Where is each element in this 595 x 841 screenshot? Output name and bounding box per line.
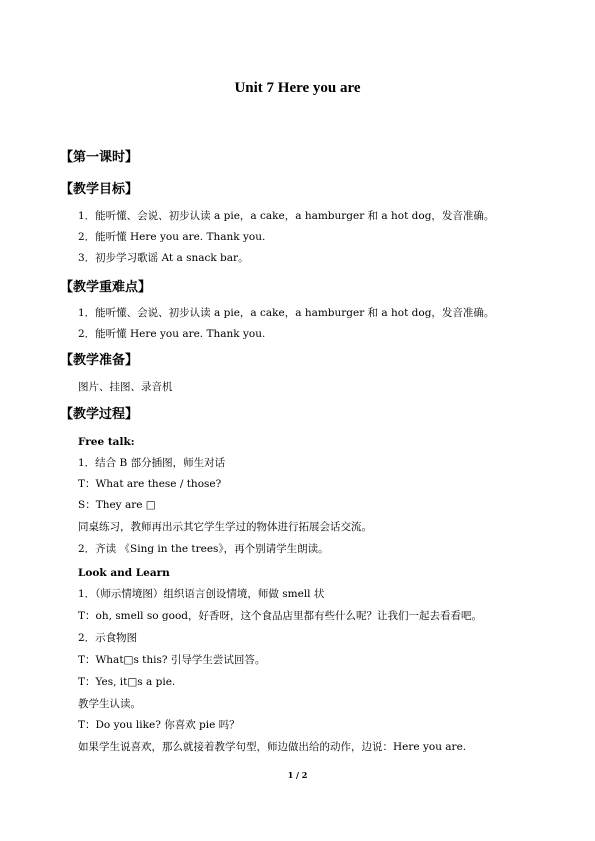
process-line: 同桌练习，教师再出示其它学生学过的物体进行拓展会话交流。 <box>78 521 372 533</box>
goal-item: 3．初步学习歌谣 At a snack bar。 <box>78 252 249 264</box>
goals-heading: 【教学目标】 <box>60 182 139 197</box>
lesson-heading: 【第一课时】 <box>60 150 139 165</box>
process-line: T：Yes, it□s a pie. <box>78 676 176 688</box>
page-number: 1 / 2 <box>287 770 308 780</box>
process-heading: 【教学过程】 <box>60 407 139 422</box>
process-line: T：oh, smell so good，好香呀，这个食品店里都有些什么呢？让我们一起去看看吧。 <box>78 610 483 622</box>
document-title: Unit 7 Here you are <box>234 80 361 96</box>
keypoint-item: 1．能听懂、会说、初步认读 a pie，a cake，a hamburger 和 a hot dog，发音准确。 <box>78 307 495 319</box>
keypoints-heading: 【教学重难点】 <box>60 280 152 295</box>
free-talk-title: Free talk: <box>78 436 135 448</box>
process-line: 2．齐读 《Sing in the trees》，再个别请学生朗读。 <box>78 543 329 555</box>
process-line: 如果学生说喜欢，那么就接着教学句型，师边做出给的动作，边说：Here you are. <box>78 741 467 753</box>
process-line: 2．示食物图 <box>78 632 138 644</box>
process-line: 教学生认读。 <box>78 698 141 710</box>
keypoint-item: 2．能听懂 Here you are. Thank you. <box>78 328 266 340</box>
process-line: 1．（师示情境图）组织语言创设情境，师做 smell 状 <box>78 588 325 600</box>
process-line: S：They are □ <box>78 499 156 511</box>
process-line: 1．结合 B 部分插图，师生对话 <box>78 457 226 469</box>
process-line: T：Do you like? 你喜欢 pie 吗？ <box>78 719 240 731</box>
prep-text: 图片、挂图、录音机 <box>78 381 173 393</box>
goal-item: 2．能听懂 Here you are. Thank you. <box>78 231 266 243</box>
process-line: T：What□s this? 引导学生尝试回答。 <box>78 654 266 666</box>
look-learn-title: Look and Learn <box>78 567 170 579</box>
goal-item: 1．能听懂、会说、初步认读 a pie，a cake，a hamburger 和 a hot dog，发音准确。 <box>78 210 495 222</box>
process-line: T：What are these / those? <box>78 478 222 490</box>
prep-heading: 【教学准备】 <box>60 353 139 368</box>
